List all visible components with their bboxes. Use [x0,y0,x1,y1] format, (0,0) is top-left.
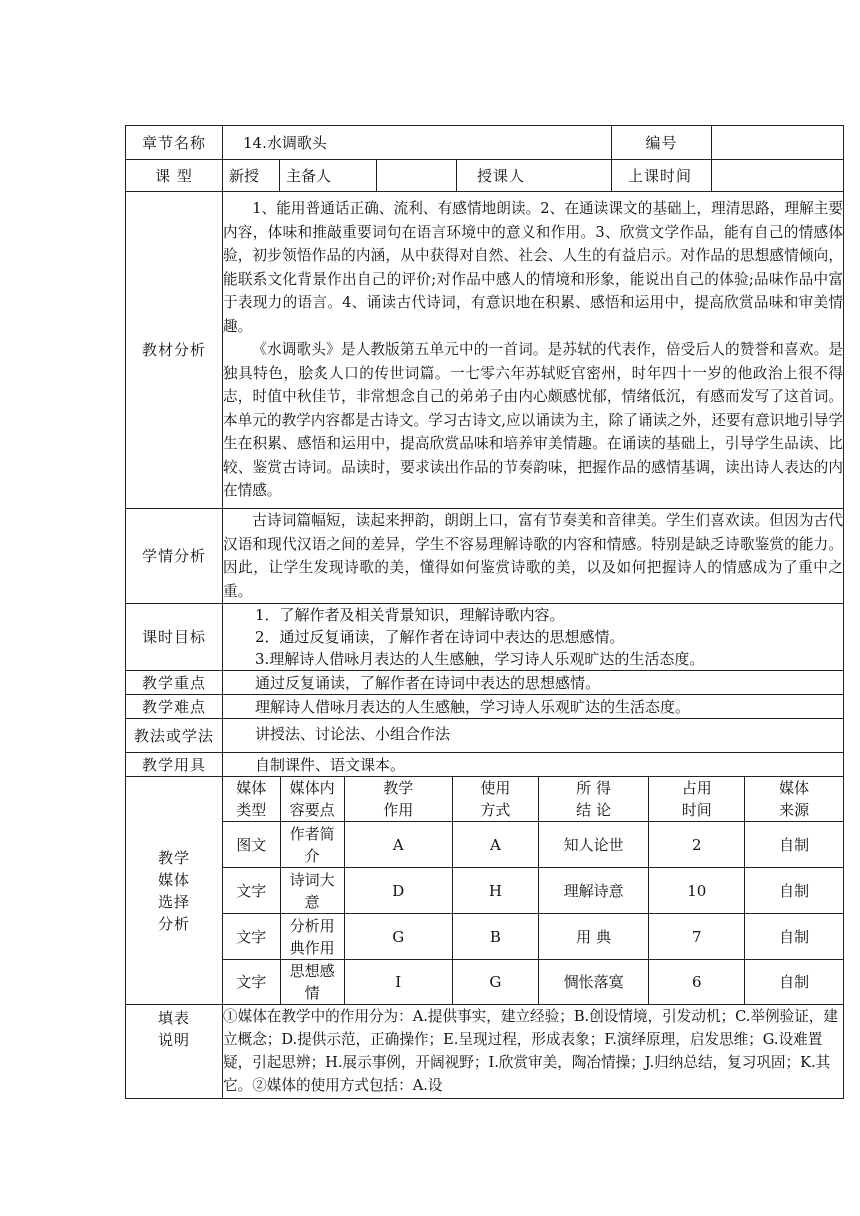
media-label-line-1: 教学 [157,848,190,867]
media-header-row [223,777,843,822]
media-row-3 [223,914,843,960]
preparer-value [377,160,457,192]
goals-content [223,604,844,671]
media-header-result-line-1: 所 得 [576,779,611,797]
media-row-3-content-line-2: 典作用 [289,938,335,957]
media-row-4-type: 文字 [223,960,280,1005]
media-row-4-content-line-1: 思想感 [289,962,335,980]
media-row-4 [223,960,843,1005]
textbook-para-2: 《水调歌头》是人教版第五单元中的一首词。是苏轼的代表作，倍受后人的赞誉和喜欢。是独具特色，脍炙人口的传世词篇。一七零六年苏轼贬官密州，时年四十一岁的他政治上很不得志，时值中秋佳节，非常想念自己的弟弟子由内心颇感忧郁，情绪低沉，有感而发写了这首词。本单元的教学内容都是古诗文。学习古诗文,应以诵读为主，除了诵读之外，还要有意识地引导学生在积累、感悟和运用中，提高欣赏品味和培养审美情趣。在诵读的基础上，引导学生品读、比较、鉴赏古诗词。品读时，要求读出作品的节奏韵味，把握作品的感情基调，读出诗人表达的内在情感。 [223,341,844,500]
media-row-1-content-line-2: 介 [304,846,320,865]
media-row-1 [223,822,843,868]
lesson-plan-sheet [125,125,843,1099]
media-header-time [649,777,745,822]
media-row-1-result: 知人论世 [538,822,648,868]
goals-row [126,604,844,671]
media-header-role-line-2: 作用 [383,801,414,819]
media-row-2-time: 10 [649,868,745,914]
media-header-time-line-2: 时间 [681,801,712,819]
media-row-3-role: G [344,914,452,960]
media-header-result [538,777,648,822]
media-label-line-2: 媒体 [157,870,190,889]
media-row-1-time: 2 [649,822,745,868]
tools-row [126,753,844,777]
difficulty-row [126,695,844,719]
type-row [126,160,844,192]
media-row-3-content [280,914,344,960]
goals-label: 课时目标 [126,604,223,671]
media-header-usage-line-2: 方式 [480,801,511,819]
time-label: 上课时间 [612,160,712,192]
media-row-1-type: 图文 [223,822,280,868]
media-label-line-4: 分析 [157,914,190,933]
media-row-3-content-line-1: 分析用 [289,916,335,935]
media-row-4-role: I [344,960,452,1005]
media-row-3-type: 文字 [223,914,280,960]
media-row-1-content-line-1: 作者简 [289,824,335,843]
media-header-usage-line-1: 使用 [480,779,511,797]
media-row-4-time: 6 [649,960,745,1005]
media-row-1-source: 自制 [745,822,843,868]
number-value [712,126,844,160]
media-row-2-type: 文字 [223,868,280,914]
number-label: 编号 [612,126,712,160]
key-point-label: 教学重点 [126,671,223,695]
media-row [126,777,844,1005]
media-row-4-usage: G [452,960,538,1005]
media-table [223,777,843,1004]
lesson-plan-table [125,125,844,1099]
textbook-row [126,192,844,509]
media-row-1-usage: A [452,822,538,868]
notes-label-line-1: 填表 [157,1009,190,1027]
textbook-para-1: 1、能用普通话正确、流利、有感情地朗读。2、在通读课文的基础上，理清思路，理解主要内容，体味和推敲重要词句在语言环境中的意义和作用。3、欣赏文学作品，能有自己的情感体验，初步领悟作品的内涵，从中获得对自然、社会、人生的有益启示。对作品的思想感情倾向，能联系文化背景作出自己的评价;对作品中感人的情境和形象，能说出自己的体验;品味作品中富于表现力的语言。4、诵读古代诗词，有意识地在积累、感悟和运用中，提高欣赏品味和审美情趣。 [223,200,844,335]
media-row-3-source: 自制 [745,914,843,960]
media-header-role [344,777,452,822]
media-header-time-line-1: 占用 [681,779,712,797]
media-row-3-result: 用 典 [538,914,648,960]
preparer-label: 主备人 [280,160,377,192]
media-row-4-content [280,960,344,1005]
media-row-1-content [280,822,344,868]
media-row-2-content-line-1: 诗词大 [289,870,335,889]
type-value: 新授 [223,160,280,192]
notes-row [126,1005,844,1099]
method-label: 教法或学法 [126,719,223,753]
media-header-source-line-2: 来源 [779,801,810,819]
media-row-3-time: 7 [649,914,745,960]
media-header-type-line-2: 类型 [236,801,267,819]
method-text: 讲授法、讨论法、小组合作法 [223,719,844,753]
media-row-3-usage: B [452,914,538,960]
media-row-4-result: 惆怅落寞 [538,960,648,1005]
media-header-result-line-2: 结 论 [576,801,611,819]
media-row-2-usage: H [452,868,538,914]
students-content [223,509,844,604]
media-table-cell [223,777,844,1005]
notes-text: ①媒体在教学中的作用分为：A.提供事实，建立经验；B.创设情境，引发动机；C.举例验证，建立概念；D.提供示范，正确操作；E.呈现过程，形成表象；F.演绎原理，启发思维；G.设难置疑，引起思辨；H.展示事例，开阔视野；I.欣赏审美，陶冶情操；J.归纳总结，复习巩固；K.其它。②媒体的使用方式包括：A.设 [223,1005,844,1099]
notes-label [126,1005,223,1099]
media-row-2 [223,868,843,914]
students-row [126,509,844,604]
media-header-source [745,777,843,822]
key-point-row [126,671,844,695]
media-header-role-line-1: 教学 [383,779,414,797]
method-row [126,719,844,753]
difficulty-label: 教学难点 [126,695,223,719]
media-row-1-role: A [344,822,452,868]
media-row-2-content-line-2: 意 [304,892,320,911]
media-header-content [280,777,344,822]
key-point-text: 通过反复诵读，了解作者在诗词中表达的思想感情。 [223,671,844,695]
goal-item-3: 3.理解诗人借咏月表达的人生感触，学习诗人乐观旷达的生活态度。 [255,650,705,668]
media-label [126,777,223,1005]
media-row-2-role: D [344,868,452,914]
media-header-source-line-1: 媒体 [779,779,810,797]
tools-label: 教学用具 [126,753,223,777]
media-header-usage [452,777,538,822]
difficulty-text: 理解诗人借咏月表达的人生感触，学习诗人乐观旷达的生活态度。 [223,695,844,719]
type-label: 课 型 [126,160,223,192]
media-header-content-line-2: 容要点 [289,801,335,819]
media-header-content-line-1: 媒体内 [289,779,335,797]
media-row-4-source: 自制 [745,960,843,1005]
chapter-label: 章节名称 [126,126,223,160]
goal-item-1: 1．了解作者及相关背景知识，理解诗歌内容。 [255,606,565,624]
chapter-row [126,126,844,160]
media-label-line-3: 选择 [157,892,190,911]
teacher-label: 授课人 [457,160,612,192]
students-text: 古诗词篇幅短，读起来押韵，朗朗上口，富有节奏美和音律美。学生们喜欢读。但因为古代汉语和现代汉语之间的差异，学生不容易理解诗歌的内容和情感。特别是缺乏诗歌鉴赏的能力。因此，让学生发现诗歌的美，懂得如何鉴赏诗歌的美，以及如何把握诗人的情感成为了重中之重。 [223,512,844,600]
notes-label-line-2: 说明 [157,1031,190,1049]
goal-item-2: 2．通过反复诵读，了解作者在诗词中表达的思想感情。 [255,628,625,646]
media-row-2-content [280,868,344,914]
textbook-label: 教材分析 [126,192,223,509]
chapter-value: 14.水调歌头 [223,126,612,160]
tools-text: 自制课件、语文课本。 [223,753,844,777]
media-header-type-line-1: 媒体 [236,779,267,797]
media-row-2-source: 自制 [745,868,843,914]
media-row-2-result: 理解诗意 [538,868,648,914]
textbook-content [223,192,844,509]
time-value [712,160,844,192]
media-header-type [223,777,280,822]
media-row-4-content-line-2: 情 [304,984,320,1002]
students-label: 学情分析 [126,509,223,604]
